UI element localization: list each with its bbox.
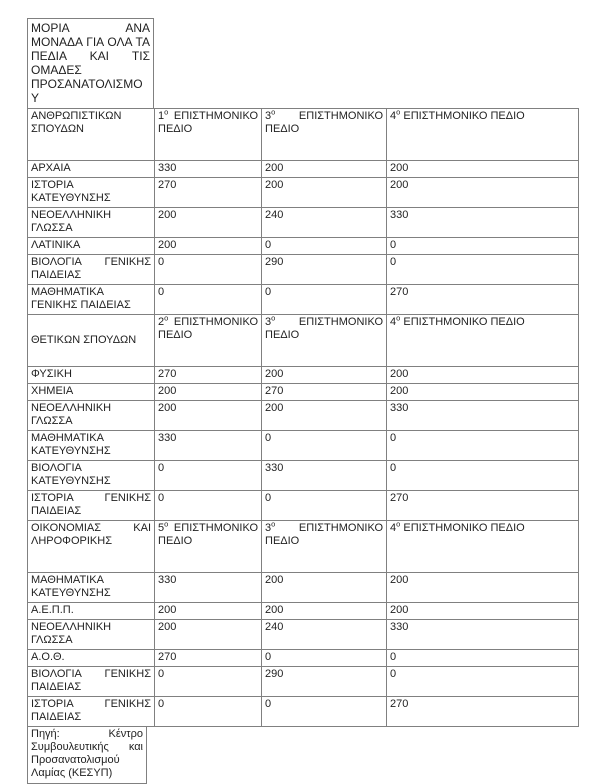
value-cell: 0 [262,491,387,521]
subject-row [28,178,579,208]
value-cell: 200 [155,238,262,255]
value-cell: 200 [387,367,579,384]
ordinal-marker-icon: ο [164,313,169,323]
subject-row [28,285,579,315]
subject-row [28,603,579,620]
field-label: ΕΠΙΣΤΗΜΟΝΙΚΟ ΠΕΔΙΟ [403,110,525,122]
field-label: ΕΠΙΣΤΗΜΟΝΙΚΟ ΠΕΔΙΟ [158,522,258,547]
value-cell: 330 [155,161,262,178]
subject-row [28,208,579,238]
value-cell: 270 [262,384,387,401]
subject-row [28,697,579,727]
subject-row [28,401,579,431]
subject-row [28,384,579,401]
value-cell: 0 [155,255,262,285]
value-cell: 0 [387,650,579,667]
field-label: ΕΠΙΣΤΗΜΟΝΙΚΟ ΠΕΔΙΟ [158,110,258,135]
subject-row [28,431,579,461]
field-ordinal: 4 [390,316,397,328]
field-label: ΕΠΙΣΤΗΜΟΝΙΚΟ ΠΕΔΙΟ [403,316,525,328]
value-cell: 200 [262,178,387,208]
group-header-cell: ΑΝΘΡΩΠΙΣΤΙΚΩΝ ΣΠΟΥΔΩΝ [28,109,155,161]
subject-cell: ΜΑΘΗΜΑΤΙΚΑ ΚΑΤΕΥΘΥΝΣΗΣ [28,431,155,461]
field-label: ΕΠΙΣΤΗΜΟΝΙΚΟ ΠΕΔΙΟ [158,316,258,341]
value-cell: 290 [262,667,387,697]
value-cell: 0 [387,461,579,491]
section-header-row [28,315,579,367]
value-cell: 0 [387,431,579,461]
subject-cell: ΙΣΤΟΡΙΑ ΚΑΤΕΥΘΥΝΣΗΣ [28,178,155,208]
subject-cell: ΛΑΤΙΝΙΚΑ [28,238,155,255]
group-header-cell: ΘΕΤΙΚΩΝ ΣΠΟΥΔΩΝ [28,315,155,367]
value-cell: 0 [155,697,262,727]
section-header-row [28,109,579,161]
value-cell: 0 [155,285,262,315]
column-header-cell [262,109,387,161]
ordinal-marker-icon: ο [164,107,169,117]
subject-row [28,367,579,384]
value-cell: 330 [262,461,387,491]
value-cell: 200 [387,178,579,208]
subject-cell: ΝΕΟΕΛΛΗΝΙΚΗ ΓΛΩΣΣΑ [28,208,155,238]
value-cell: 0 [387,238,579,255]
subject-cell: ΧΗΜΕΙΑ [28,384,155,401]
column-header-cell [155,315,262,367]
ordinal-marker-icon: ο [396,519,401,529]
value-cell: 200 [155,603,262,620]
value-cell: 200 [262,603,387,620]
ordinal-marker-icon: ο [271,313,276,323]
value-cell: 200 [262,367,387,384]
moria-table [27,108,579,727]
table-title: ΜΟΡΙΑ ΑΝΑ ΜΟΝΑΔΑ ΓΙΑ ΟΛΑ ΤΑ ΠΕΔΙΑ ΚΑΙ ΤΙΣ ΟΜΑΔΕΣ ΠΡΟΣΑΝΑΤΟΛΙΣΜΟΥ [27,18,154,109]
column-header-cell [155,521,262,573]
subject-cell: Α.Ε.Π.Π. [28,603,155,620]
value-cell: 0 [155,461,262,491]
subject-row [28,461,579,491]
value-cell: 270 [387,491,579,521]
column-header-cell [155,109,262,161]
value-cell: 200 [387,384,579,401]
value-cell: 200 [262,401,387,431]
value-cell: 200 [155,620,262,650]
subject-cell: ΒΙΟΛΟΓΙΑ ΓΕΝΙΚΗΣ ΠΑΙΔΕΙΑΣ [28,667,155,697]
subject-cell: ΝΕΟΕΛΛΗΝΙΚΗ ΓΛΩΣΣΑ [28,620,155,650]
value-cell: 200 [155,208,262,238]
column-header-cell [262,521,387,573]
subject-cell: ΒΙΟΛΟΓΙΑ ΓΕΝΙΚΗΣ ΠΑΙΔΕΙΑΣ [28,255,155,285]
subject-row [28,667,579,697]
subject-cell: ΜΑΘΗΜΑΤΙΚΑ ΚΑΤΕΥΘΥΝΣΗΣ [28,573,155,603]
field-label: ΕΠΙΣΤΗΜΟΝΙΚΟ ΠΕΔΙΟ [403,522,525,534]
field-ordinal: 3 [265,316,272,328]
value-cell: 240 [262,208,387,238]
value-cell: 270 [155,178,262,208]
subject-cell: ΑΡΧΑΙΑ [28,161,155,178]
value-cell: 270 [155,367,262,384]
field-ordinal: 4 [390,110,397,122]
value-cell: 270 [387,285,579,315]
section-header-row [28,521,579,573]
value-cell: 290 [262,255,387,285]
ordinal-marker-icon: ο [164,519,169,529]
value-cell: 200 [387,161,579,178]
subject-cell: ΙΣΤΟΡΙΑ ΓΕΝΙΚΗΣ ΠΑΙΔΕΙΑΣ [28,491,155,521]
field-ordinal: 4 [390,522,397,534]
field-label: ΕΠΙΣΤΗΜΟΝΙΚΟ ΠΕΔΙΟ [265,110,383,135]
subject-row [28,620,579,650]
subject-cell: ΦΥΣΙΚΗ [28,367,155,384]
value-cell: 240 [262,620,387,650]
subject-cell: ΜΑΘΗΜΑΤΙΚΑ ΓΕΝΙΚΗΣ ΠΑΙΔΕΙΑΣ [28,285,155,315]
subject-row [28,650,579,667]
value-cell: 200 [387,573,579,603]
value-cell: 200 [387,603,579,620]
value-cell: 200 [155,384,262,401]
group-header-cell: ΟΙΚΟΝΟΜΙΑΣ ΚΑΙ ΛΗΡΟΦΟΡΙΚΗΣ [28,521,155,573]
column-header-cell [387,109,579,161]
value-cell: 0 [262,238,387,255]
subject-row [28,573,579,603]
value-cell: 0 [387,255,579,285]
field-ordinal: 5 [158,522,165,534]
value-cell: 330 [387,401,579,431]
field-ordinal: 1 [158,110,165,122]
ordinal-marker-icon: ο [396,313,401,323]
subject-cell: ΙΣΤΟΡΙΑ ΓΕΝΙΚΗΣ ΠΑΙΔΕΙΑΣ [28,697,155,727]
field-ordinal: 3 [265,110,272,122]
subject-row [28,255,579,285]
field-ordinal: 2 [158,316,165,328]
value-cell: 200 [262,573,387,603]
value-cell: 0 [387,667,579,697]
field-ordinal: 3 [265,522,272,534]
value-cell: 0 [155,667,262,697]
field-label: ΕΠΙΣΤΗΜΟΝΙΚΟ ΠΕΔΙΟ [265,522,383,547]
subject-cell: ΒΙΟΛΟΓΙΑ ΚΑΤΕΥΘΥΝΣΗΣ [28,461,155,491]
value-cell: 0 [262,697,387,727]
source-note: Πηγή: Κέντρο Συμβουλευτικής και Προσανατολισμού Λαμίας (ΚΕΣΥΠ) [27,726,147,784]
subject-cell: Α.Ο.Θ. [28,650,155,667]
value-cell: 270 [387,697,579,727]
value-cell: 330 [155,431,262,461]
value-cell: 0 [262,431,387,461]
value-cell: 330 [387,620,579,650]
subject-row [28,238,579,255]
subject-row [28,491,579,521]
value-cell: 200 [155,401,262,431]
field-label: ΕΠΙΣΤΗΜΟΝΙΚΟ ΠΕΔΙΟ [265,316,383,341]
subject-cell: ΝΕΟΕΛΛΗΝΙΚΗ ΓΛΩΣΣΑ [28,401,155,431]
subject-row [28,161,579,178]
column-header-cell [262,315,387,367]
value-cell: 330 [387,208,579,238]
value-cell: 270 [155,650,262,667]
ordinal-marker-icon: ο [396,107,401,117]
value-cell: 330 [155,573,262,603]
column-header-cell [387,521,579,573]
value-cell: 200 [262,161,387,178]
value-cell: 0 [262,650,387,667]
value-cell: 0 [155,491,262,521]
ordinal-marker-icon: ο [271,107,276,117]
column-header-cell [387,315,579,367]
value-cell: 0 [262,285,387,315]
ordinal-marker-icon: ο [271,519,276,529]
